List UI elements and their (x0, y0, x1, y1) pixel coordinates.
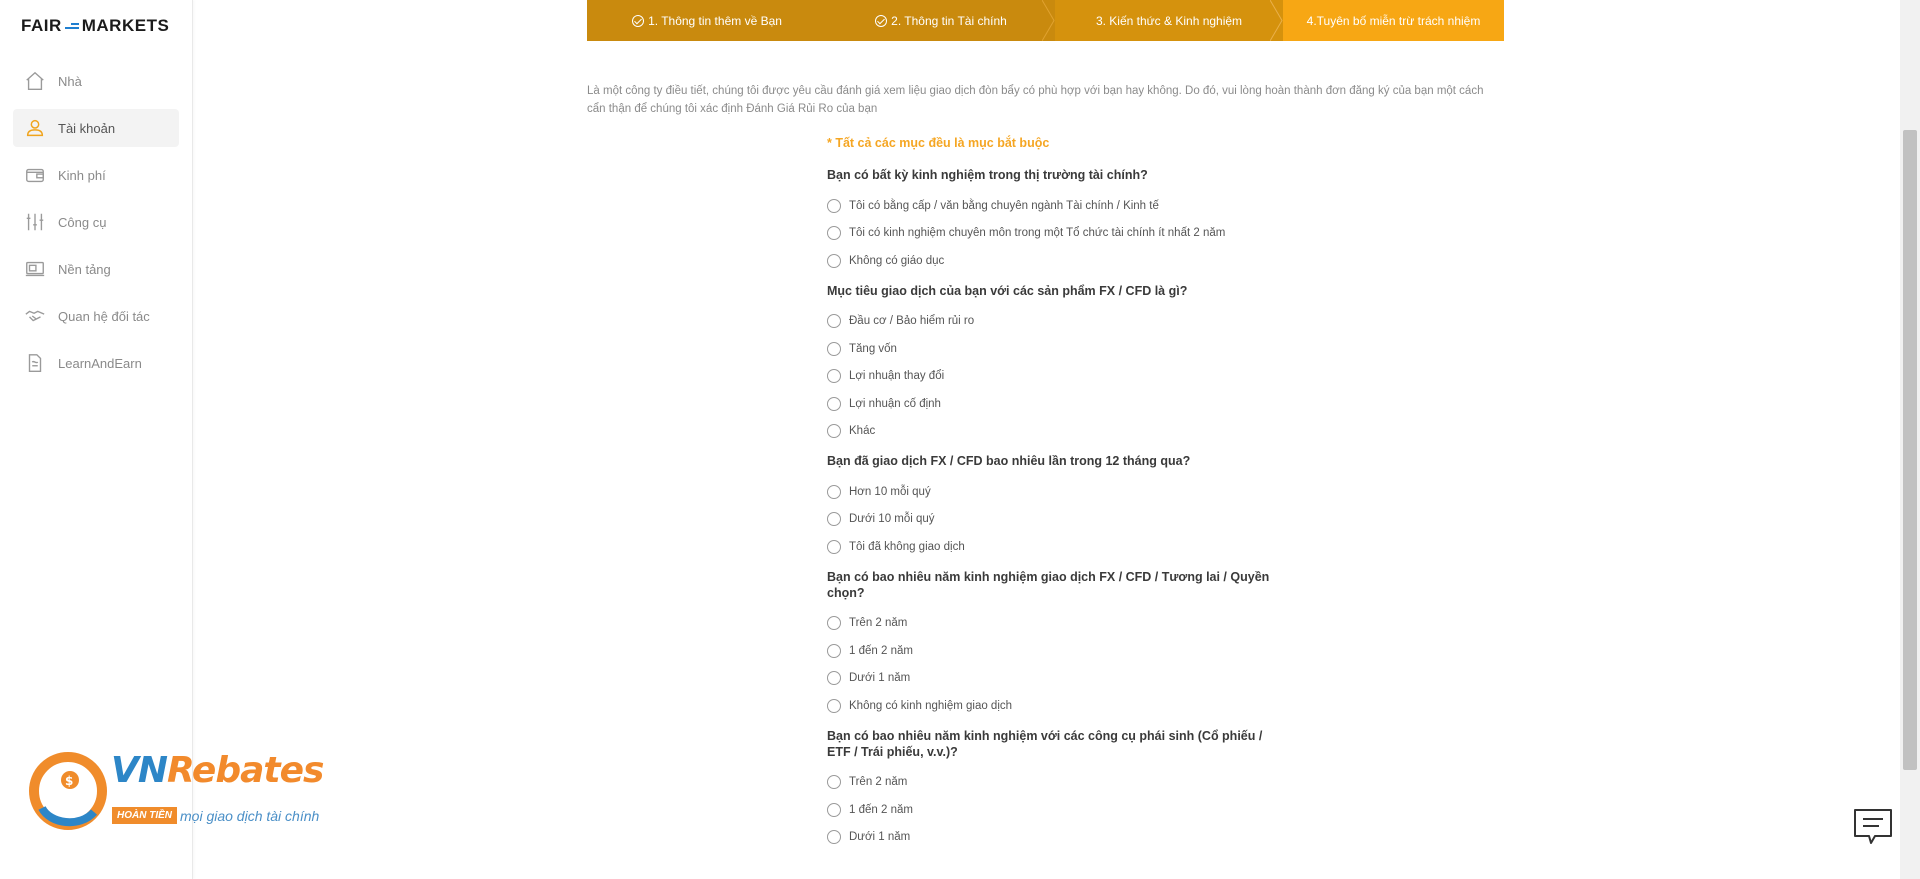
radio-option[interactable] (827, 220, 1277, 248)
question-block (827, 283, 1277, 446)
sidebar-item-label: Tài khoản (58, 120, 116, 136)
sidebar-item-account[interactable] (13, 109, 179, 147)
question-block (827, 453, 1277, 561)
logo-mark-icon (65, 22, 79, 30)
vnrebates-watermark (28, 748, 348, 838)
step-label: 3. Kiến thức & Kinh nghiệm (1095, 13, 1243, 28)
wallet-icon (24, 164, 46, 186)
sliders-icon (24, 211, 46, 233)
radio-option[interactable] (827, 335, 1277, 363)
step-2[interactable] (827, 0, 1055, 41)
radio-button[interactable] (827, 616, 841, 630)
watermark-brand (111, 750, 323, 791)
scrollbar-thumb[interactable] (1903, 130, 1917, 770)
radio-button[interactable] (827, 671, 841, 685)
radio-option[interactable] (827, 478, 1277, 506)
watermark-brand-vn: VN (111, 750, 167, 791)
sidebar-nav (13, 62, 179, 391)
radio-option[interactable] (827, 533, 1277, 561)
radio-option[interactable] (827, 769, 1277, 797)
question-block (827, 728, 1277, 852)
sidebar-item-label: LearnAndEarn (58, 355, 142, 371)
option-label: Trên 2 năm (849, 776, 908, 789)
watermark-brand-rebates: Rebates (167, 750, 324, 791)
radio-button[interactable] (827, 699, 841, 713)
option-label: Dưới 1 năm (849, 672, 911, 685)
check-circle-icon (632, 15, 644, 27)
step-label: 2. Thông tin Tài chính (891, 13, 1007, 28)
option-label: Khác (849, 425, 876, 438)
radio-option[interactable] (827, 363, 1277, 391)
knowledge-experience-form (827, 136, 1277, 859)
radio-option[interactable] (827, 692, 1277, 720)
radio-button[interactable] (827, 803, 841, 817)
option-label: Lợi nhuận thay đổi (849, 370, 945, 383)
radio-option[interactable] (827, 506, 1277, 534)
question-label: Bạn có bao nhiêu năm kinh nghiệm với các công cụ phái sinh (Cổ phiếu / ETF / Trái phiếu, v.v.)? (827, 728, 1263, 759)
sidebar-item-learnandearn[interactable] (13, 344, 179, 382)
option-label: Tôi đã không giao dịch (849, 540, 965, 553)
watermark-tagline: mọi giao dịch tài chính (180, 807, 320, 824)
intro-text: Là một công ty điều tiết, chúng tôi được yêu cầu đánh giá xem liệu giao dịch đòn bẩy có phù hợp với bạn hay không. Do đó, vui lòng hoàn thành đơn đăng ký của bạn một cách cẩn thận để chúng tôi xác định Đánh Giá Rủi Ro của bạn (587, 85, 1484, 115)
question-block (827, 569, 1277, 720)
step-label: 4.Tuyên bố miễn trừ trách nhiệm (1306, 13, 1481, 28)
radio-option[interactable] (827, 192, 1277, 220)
sidebar-item-tools[interactable] (13, 203, 179, 241)
watermark-badge: HOÀN TIỀN (112, 807, 177, 824)
radio-option[interactable] (827, 308, 1277, 336)
sidebar-item-funds[interactable] (13, 156, 179, 194)
check-circle-icon (875, 15, 887, 27)
radio-button[interactable] (827, 342, 841, 356)
option-label: Đầu cơ / Bảo hiểm rủi ro (849, 315, 975, 328)
required-note: * Tất cả các mục đều là mục bắt buộc (827, 136, 1050, 150)
step-1[interactable] (587, 0, 827, 41)
option-label: 1 đến 2 năm (849, 803, 913, 816)
radio-option[interactable] (827, 247, 1277, 275)
step-3[interactable] (1055, 0, 1283, 41)
vnrebates-logo-icon (28, 748, 108, 834)
sidebar-item-platform[interactable] (13, 250, 179, 288)
sidebar-item-home[interactable] (13, 62, 179, 100)
radio-option[interactable] (827, 796, 1277, 824)
step-4[interactable] (1283, 0, 1504, 41)
radio-button[interactable] (827, 644, 841, 658)
radio-option[interactable] (827, 824, 1277, 852)
logo-text-right: MARKETS (81, 16, 170, 35)
step-label: 1. Thông tin thêm về Bạn (648, 13, 782, 28)
sidebar-item-label: Kinh phí (58, 167, 106, 183)
radio-button[interactable] (827, 226, 841, 240)
page-scrollbar[interactable] (1900, 0, 1920, 879)
radio-button[interactable] (827, 424, 841, 438)
sidebar-item-label: Nhà (58, 73, 82, 89)
step-progress-bar (587, 0, 1504, 41)
radio-option[interactable] (827, 390, 1277, 418)
option-label: Tôi có bằng cấp / văn bằng chuyên ngành Tài chính / Kinh tế (849, 199, 1159, 212)
step-divider-icon (1042, 0, 1056, 41)
handshake-icon (24, 305, 46, 327)
option-label: Dưới 10 mỗi quý (849, 513, 935, 526)
radio-button[interactable] (827, 397, 841, 411)
radio-option[interactable] (827, 637, 1277, 665)
learn-icon (24, 352, 46, 374)
question-label: Mục tiêu giao dịch của bạn với các sản phẩm FX / CFD là gì? (827, 283, 1188, 298)
fairmarkets-logo[interactable] (21, 16, 169, 36)
option-label: Trên 2 năm (849, 617, 908, 630)
option-label: 1 đến 2 năm (849, 644, 913, 657)
option-label: Không có kinh nghiệm giao dịch (849, 699, 1013, 712)
question-label: Bạn đã giao dịch FX / CFD bao nhiêu lần trong 12 tháng qua? (827, 454, 1191, 468)
sidebar-item-partnership[interactable] (13, 297, 179, 335)
radio-button[interactable] (827, 199, 841, 213)
svg-text:$: $ (65, 774, 74, 788)
question-label: Bạn có bao nhiêu năm kinh nghiệm giao dịch FX / CFD / Tương lai / Quyền chọn? (827, 569, 1270, 600)
question-label: Bạn có bất kỳ kinh nghiệm trong thị trường tài chính? (827, 168, 1148, 182)
user-icon (24, 117, 46, 139)
radio-option[interactable] (827, 610, 1277, 638)
radio-button[interactable] (827, 369, 841, 383)
sidebar-item-label: Nền tảng (58, 261, 111, 277)
option-label: Dưới 1 năm (849, 831, 911, 844)
radio-button[interactable] (827, 540, 841, 554)
radio-option[interactable] (827, 418, 1277, 446)
radio-button[interactable] (827, 485, 841, 499)
option-label: Tăng vốn (849, 342, 897, 355)
watermark-subline (112, 807, 319, 824)
step-divider-icon (1270, 0, 1284, 41)
question-block (827, 167, 1277, 275)
option-label: Lợi nhuận cố định (849, 397, 941, 410)
radio-option[interactable] (827, 665, 1277, 693)
radio-button[interactable] (827, 254, 841, 268)
option-label: Không có giáo dục (849, 254, 945, 267)
radio-button[interactable] (827, 512, 841, 526)
home-icon (24, 70, 46, 92)
option-label: Tôi có kinh nghiệm chuyên môn trong một Tổ chức tài chính ít nhất 2 năm (849, 227, 1226, 240)
chat-button[interactable] (1853, 808, 1893, 846)
radio-button[interactable] (827, 830, 841, 844)
chat-icon (1853, 808, 1893, 846)
sidebar-item-label: Quan hệ đối tác (58, 308, 150, 324)
radio-button[interactable] (827, 314, 841, 328)
sidebar-item-label: Công cụ (58, 214, 107, 230)
platform-icon (24, 258, 46, 280)
radio-button[interactable] (827, 775, 841, 789)
option-label: Hơn 10 mỗi quý (849, 485, 931, 498)
logo-text-left: FAIR (21, 16, 62, 35)
